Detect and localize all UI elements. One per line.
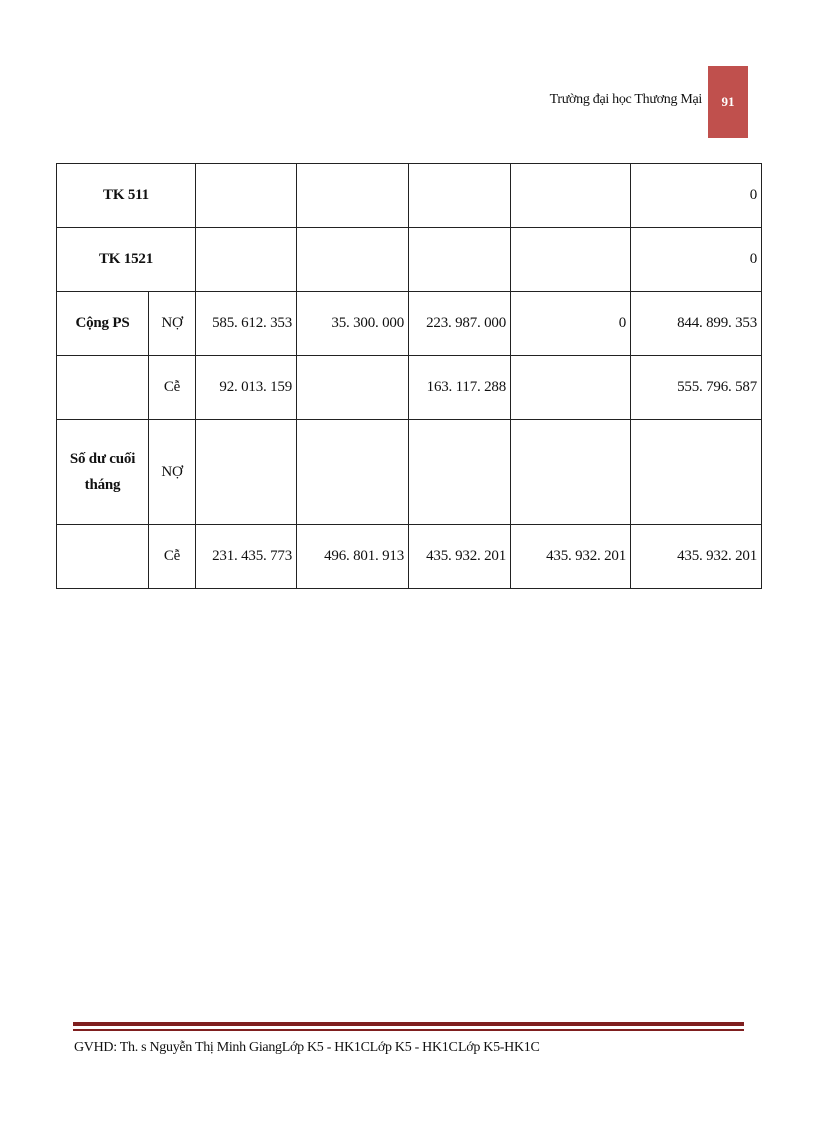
table-cell: 585. 612. 353 — [196, 292, 297, 356]
table-cell — [196, 228, 297, 292]
table-cell — [297, 420, 409, 525]
row-label-line: tháng — [84, 477, 121, 493]
table-cell — [196, 420, 297, 525]
row-label: TK 511 — [57, 164, 196, 228]
table-cell — [511, 420, 631, 525]
footer-rule-thin — [73, 1029, 744, 1031]
table-row-tk511 — [57, 164, 762, 228]
table-cell: 0 — [511, 292, 631, 356]
row-label — [57, 356, 149, 420]
table-cell — [511, 228, 631, 292]
row-label: Cộng PS — [57, 292, 149, 356]
footer-supervisor-text: GVHD: Th. s Nguyễn Thị Minh GiangLớp K5 - HK1CLớp K5 - HK1C — [74, 1040, 458, 1055]
table-row-so-du-no — [57, 420, 762, 525]
row-side: Cễ — [149, 356, 196, 420]
row-side: Cễ — [149, 525, 196, 589]
row-side: NỢ — [149, 292, 196, 356]
table-cell — [409, 164, 511, 228]
table-cell: 223. 987. 000 — [409, 292, 511, 356]
table-cell: 92. 013. 159 — [196, 356, 297, 420]
row-label-line: Số dư cuối — [69, 451, 136, 467]
table-cell: 844. 899. 353 — [631, 292, 762, 356]
row-side: NỢ — [149, 420, 196, 525]
row-label — [57, 420, 149, 525]
table-cell — [511, 356, 631, 420]
table-cell: 231. 435. 773 — [196, 525, 297, 589]
table-cell: 163. 117. 288 — [409, 356, 511, 420]
table-row-tk1521 — [57, 228, 762, 292]
table-row-cong-ps-no — [57, 292, 762, 356]
table-cell: 555. 796. 587 — [631, 356, 762, 420]
table-cell: 0 — [631, 228, 762, 292]
footer-class-text: Lớp K5-HK1C — [458, 1040, 540, 1055]
table-cell: 435. 932. 201 — [409, 525, 511, 589]
table-row-so-du-co — [57, 525, 762, 589]
table-cell: 435. 932. 201 — [631, 525, 762, 589]
table-cell — [631, 420, 762, 525]
page-header-title: Trường đại học Thương Mại — [549, 92, 702, 107]
table-row-cong-ps-co — [57, 356, 762, 420]
table-cell — [409, 228, 511, 292]
table-cell — [297, 164, 409, 228]
table-cell: 435. 932. 201 — [511, 525, 631, 589]
table-cell — [511, 164, 631, 228]
table-cell — [297, 356, 409, 420]
table-cell — [297, 228, 409, 292]
row-label — [57, 525, 149, 589]
ledger-table — [56, 163, 762, 589]
table-cell — [409, 420, 511, 525]
table-cell: 0 — [631, 164, 762, 228]
table-cell: 496. 801. 913 — [297, 525, 409, 589]
footer-rule-thick — [73, 1022, 744, 1026]
page-number-badge: 91 — [708, 66, 748, 138]
table-cell — [196, 164, 297, 228]
row-label: TK 1521 — [57, 228, 196, 292]
table-cell: 35. 300. 000 — [297, 292, 409, 356]
